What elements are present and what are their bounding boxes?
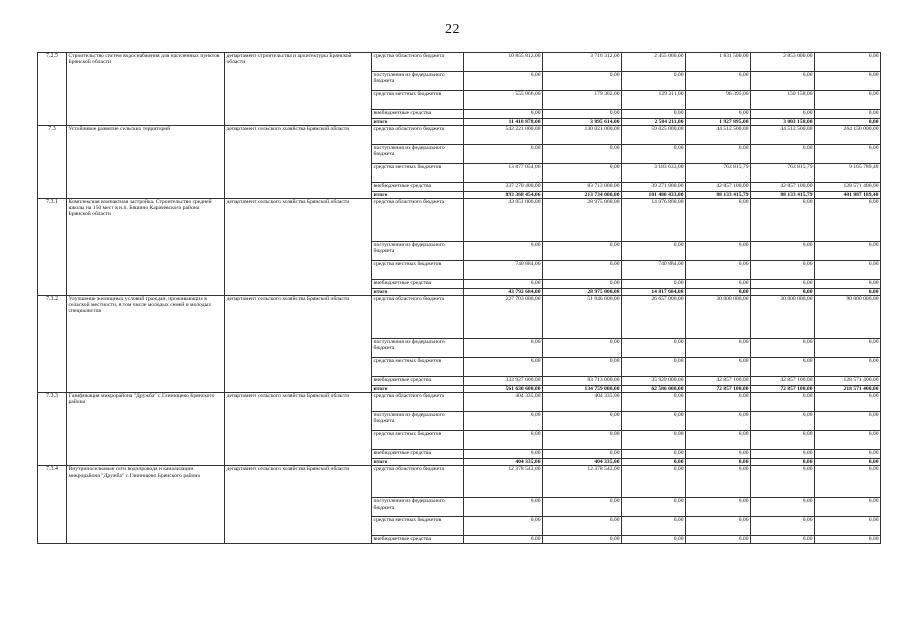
amount-cell: 128 571 400,00 <box>815 183 881 192</box>
amount-cell: 150 158,00 <box>751 91 815 110</box>
amount-cell: 0,00 <box>815 53 881 72</box>
amount-cell: 0,00 <box>543 498 622 517</box>
budget-table <box>37 52 881 544</box>
total-cell: 62 586 000,00 <box>622 386 686 393</box>
amount-cell: 0,00 <box>464 110 543 119</box>
total-cell: 72 857 100,00 <box>751 386 815 393</box>
item-name: Устойчивое развитие сельских территорий <box>67 126 225 199</box>
amount-cell: 2 455 000,00 <box>622 53 686 72</box>
amount-cell: 0,00 <box>622 145 686 164</box>
funding-source-extrabudgetary: внебюджетные средства <box>372 536 464 544</box>
amount-cell: 0,00 <box>815 110 881 119</box>
funding-source-regional-budget: средства областного бюджета <box>372 296 464 339</box>
item-department: департамент строительства и архитектуры Брянской области <box>225 53 372 126</box>
amount-cell: 0,00 <box>622 110 686 119</box>
item-code: 7.3 <box>38 126 67 199</box>
amount-cell: 0,00 <box>464 339 543 358</box>
amount-cell: 0,00 <box>815 145 881 164</box>
amount-cell: 35 929 000,00 <box>622 377 686 386</box>
amount-cell: 264 150 000,00 <box>815 126 881 145</box>
amount-cell: 0,00 <box>751 339 815 358</box>
amount-cell: 179 302,00 <box>543 91 622 110</box>
amount-cell: 2 853 000,00 <box>751 53 815 72</box>
amount-cell: 0,00 <box>686 412 751 431</box>
amount-cell: 26 657 000,00 <box>622 296 686 339</box>
item-department: департамент сельского хозяйства Брянской области <box>225 199 372 296</box>
amount-cell: 0,00 <box>751 145 815 164</box>
amount-cell: 0,00 <box>815 466 881 498</box>
page-number: 22 <box>445 22 460 37</box>
amount-cell: 0,00 <box>464 431 543 450</box>
amount-cell: 0,00 <box>622 536 686 544</box>
amount-cell: 51 046 000,00 <box>543 296 622 339</box>
item-department: департамент сельского хозяйства Брянской области <box>225 393 372 466</box>
total-cell: 401 887 189,48 <box>815 192 881 199</box>
total-cell: 0,00 <box>622 459 686 466</box>
total-cell: 14 817 684,00 <box>622 289 686 296</box>
item-code: 7.3.4 <box>38 466 67 544</box>
amount-cell: 9 165 789,48 <box>815 164 881 183</box>
item-code: 7.3.1 <box>38 199 67 296</box>
amount-cell: 0,00 <box>622 393 686 412</box>
amount-cell: 44 512 500,00 <box>751 126 815 145</box>
item-code: 7.3.2 <box>38 296 67 393</box>
amount-cell: 0,00 <box>622 412 686 431</box>
amount-cell: 0,00 <box>543 280 622 289</box>
item-name: Комплексная компактная застройка. Строительство средней школы на 150 мест в н.п. Бяшино Карачевского района Брянской области <box>67 199 225 296</box>
funding-source-federal-budget: поступления из федерального бюджета <box>372 339 464 358</box>
amount-cell: 0,00 <box>622 517 686 536</box>
total-cell: 3 003 158,00 <box>751 119 815 126</box>
amount-cell: 0,00 <box>815 72 881 91</box>
total-cell: 561 630 600,00 <box>464 386 543 393</box>
amount-cell: 0,00 <box>464 72 543 91</box>
amount-cell: 0,00 <box>751 280 815 289</box>
amount-cell: 0,00 <box>686 280 751 289</box>
amount-cell: 0,00 <box>543 72 622 91</box>
amount-cell: 0,00 <box>464 358 543 377</box>
amount-cell: 0,00 <box>543 339 622 358</box>
item-department: департамент сельского хозяйства Брянской области <box>225 296 372 393</box>
amount-cell: 0,00 <box>543 110 622 119</box>
amount-cell: 0,00 <box>686 110 751 119</box>
amount-cell: 1 831 500,00 <box>686 53 751 72</box>
funding-source-total: итого <box>372 459 464 466</box>
amount-cell: 0,00 <box>815 91 881 110</box>
amount-cell: 0,00 <box>622 72 686 91</box>
amount-cell: 59 025 000,00 <box>622 126 686 145</box>
total-cell: 218 571 400,00 <box>815 386 881 393</box>
amount-cell: 83 713 000,00 <box>543 183 622 192</box>
amount-cell: 129 211,00 <box>622 91 686 110</box>
amount-cell: 0,00 <box>622 498 686 517</box>
amount-cell: 0,00 <box>622 466 686 498</box>
amount-cell: 404 335,00 <box>464 393 543 412</box>
funding-source-federal-budget: поступления из федерального бюджета <box>372 145 464 164</box>
amount-cell: 130 021 000,00 <box>543 126 622 145</box>
amount-cell: 0,00 <box>751 242 815 261</box>
amount-cell: 0,00 <box>543 536 622 544</box>
total-cell: 0,00 <box>686 289 751 296</box>
amount-cell: 0,00 <box>686 498 751 517</box>
amount-cell: 0,00 <box>751 431 815 450</box>
total-cell: 72 857 100,00 <box>686 386 751 393</box>
amount-cell: 337 270 400,00 <box>464 183 543 192</box>
funding-source-total: итого <box>372 386 464 393</box>
total-cell: 101 480 433,00 <box>622 192 686 199</box>
amount-cell: 0,00 <box>464 412 543 431</box>
amount-cell: 42 857 100,00 <box>686 183 751 192</box>
funding-source-federal-budget: поступления из федерального бюджета <box>372 72 464 91</box>
amount-cell: 0,00 <box>751 450 815 459</box>
amount-cell: 333 927 600,00 <box>464 377 543 386</box>
amount-cell: 0,00 <box>543 517 622 536</box>
amount-cell: 0,00 <box>543 412 622 431</box>
amount-cell: 227 703 000,00 <box>464 296 543 339</box>
funding-source-regional-budget: средства областного бюджета <box>372 466 464 498</box>
amount-cell: 555 066,00 <box>464 91 543 110</box>
amount-cell: 0,00 <box>543 242 622 261</box>
amount-cell: 0,00 <box>543 261 622 280</box>
amount-cell: 0,00 <box>815 280 881 289</box>
total-cell: 404 335,00 <box>464 459 543 466</box>
amount-cell: 0,00 <box>751 466 815 498</box>
amount-cell: 14 076 800,00 <box>622 199 686 242</box>
amount-cell: 3 716 312,00 <box>543 53 622 72</box>
amount-cell: 0,00 <box>686 466 751 498</box>
amount-cell: 0,00 <box>751 199 815 242</box>
amount-cell: 0,00 <box>815 412 881 431</box>
amount-cell: 42 857 100,00 <box>686 377 751 386</box>
funding-source-regional-budget: средства областного бюджета <box>372 53 464 72</box>
amount-cell: 542 221 000,00 <box>464 126 543 145</box>
total-cell: 134 759 000,00 <box>543 386 622 393</box>
funding-source-federal-budget: поступления из федерального бюджета <box>372 498 464 517</box>
table-row <box>38 466 881 498</box>
amount-cell: 0,00 <box>751 412 815 431</box>
amount-cell: 0,00 <box>815 339 881 358</box>
amount-cell: 740 884,00 <box>464 261 543 280</box>
amount-cell: 0,00 <box>815 358 881 377</box>
amount-cell: 0,00 <box>686 261 751 280</box>
funding-source-extrabudgetary: внебюджетные средства <box>372 377 464 386</box>
funding-source-local-budget: средства местных бюджетов <box>372 164 464 183</box>
funding-source-total: итого <box>372 119 464 126</box>
amount-cell: 0,00 <box>543 450 622 459</box>
amount-cell: 39 271 800,00 <box>622 183 686 192</box>
amount-cell: 404 335,00 <box>543 393 622 412</box>
amount-cell: 30 000 000,00 <box>751 296 815 339</box>
total-cell: 2 584 211,00 <box>622 119 686 126</box>
funding-source-regional-budget: средства областного бюджета <box>372 393 464 412</box>
amount-cell: 763 815,79 <box>686 164 751 183</box>
amount-cell: 0,00 <box>815 242 881 261</box>
amount-cell: 0,00 <box>815 498 881 517</box>
amount-cell: 0,00 <box>686 339 751 358</box>
amount-cell: 3 183 633,00 <box>622 164 686 183</box>
total-cell: 0,00 <box>751 289 815 296</box>
amount-cell: 0,00 <box>815 450 881 459</box>
item-code: 7.2.5 <box>38 53 67 126</box>
total-cell: 404 335,00 <box>543 459 622 466</box>
total-cell: 0,00 <box>686 459 751 466</box>
amount-cell: 12 378 542,00 <box>464 466 543 498</box>
amount-cell: 763 815,79 <box>751 164 815 183</box>
funding-source-extrabudgetary: внебюджетные средства <box>372 450 464 459</box>
amount-cell: 0,00 <box>622 339 686 358</box>
amount-cell: 740 884,00 <box>622 261 686 280</box>
amount-cell: 0,00 <box>751 72 815 91</box>
amount-cell: 0,00 <box>543 358 622 377</box>
amount-cell: 13 877 054,06 <box>464 164 543 183</box>
amount-cell: 0,00 <box>815 393 881 412</box>
amount-cell: 0,00 <box>751 536 815 544</box>
funding-source-local-budget: средства местных бюджетов <box>372 517 464 536</box>
item-department: департамент сельского хозяйства Брянской области <box>225 126 372 199</box>
amount-cell: 0,00 <box>686 450 751 459</box>
amount-cell: 83 713 000,00 <box>543 377 622 386</box>
funding-source-local-budget: средства местных бюджетов <box>372 261 464 280</box>
amount-cell: 90 000 000,00 <box>815 296 881 339</box>
amount-cell: 0,00 <box>464 450 543 459</box>
item-name: Строительство систем водоснабжения для населенных пунктов Брянской области <box>67 53 225 126</box>
amount-cell: 0,00 <box>464 145 543 164</box>
amount-cell: 0,00 <box>464 536 543 544</box>
table-row <box>38 53 881 72</box>
table-row <box>38 296 881 339</box>
funding-source-local-budget: средства местных бюджетов <box>372 358 464 377</box>
amount-cell: 0,00 <box>686 393 751 412</box>
amount-cell: 0,00 <box>815 199 881 242</box>
amount-cell: 0,00 <box>815 431 881 450</box>
amount-cell: 0,00 <box>622 431 686 450</box>
item-name: Улучшение жилищных условий граждан, проживающих в сельской местности, в том числе молодых семей и молодых специалистов <box>67 296 225 393</box>
total-cell: 3 895 614,00 <box>543 119 622 126</box>
total-cell: 213 734 000,00 <box>543 192 622 199</box>
amount-cell: 0,00 <box>751 261 815 280</box>
total-cell: 0,00 <box>815 459 881 466</box>
amount-cell: 44 512 500,00 <box>686 126 751 145</box>
total-cell: 1 927 895,00 <box>686 119 751 126</box>
total-cell: 0,00 <box>815 289 881 296</box>
table-row <box>38 393 881 412</box>
amount-cell: 42 857 100,00 <box>751 377 815 386</box>
amount-cell: 10 855 812,00 <box>464 53 543 72</box>
item-name: Газификация микрорайона "Дружба" с.Глинищево Брянского района <box>67 393 225 466</box>
amount-cell: 0,00 <box>686 431 751 450</box>
total-cell: 88 133 415,79 <box>686 192 751 199</box>
amount-cell: 0,00 <box>543 431 622 450</box>
amount-cell: 43 051 800,00 <box>464 199 543 242</box>
amount-cell: 0,00 <box>543 145 622 164</box>
amount-cell: 0,00 <box>464 280 543 289</box>
amount-cell: 0,00 <box>751 358 815 377</box>
amount-cell: 0,00 <box>751 517 815 536</box>
funding-source-extrabudgetary: внебюджетные средства <box>372 280 464 289</box>
amount-cell: 0,00 <box>622 242 686 261</box>
amount-cell: 42 857 100,00 <box>751 183 815 192</box>
amount-cell: 0,00 <box>686 72 751 91</box>
amount-cell: 0,00 <box>464 498 543 517</box>
amount-cell: 28 975 000,00 <box>543 199 622 242</box>
funding-source-local-budget: средства местных бюджетов <box>372 91 464 110</box>
amount-cell: 96 395,00 <box>686 91 751 110</box>
funding-source-federal-budget: поступления из федерального бюджета <box>372 412 464 431</box>
item-name: Внутрипоселковые сети водопровода и канализации микрорайона "Дружба" с.Глинищево Брянского района <box>67 466 225 544</box>
total-cell: 893 368 454,06 <box>464 192 543 199</box>
amount-cell: 0,00 <box>543 164 622 183</box>
amount-cell: 30 000 000,00 <box>686 296 751 339</box>
amount-cell: 0,00 <box>815 261 881 280</box>
amount-cell: 12 378 542,00 <box>543 466 622 498</box>
amount-cell: 0,00 <box>622 450 686 459</box>
total-cell: 11 410 878,00 <box>464 119 543 126</box>
amount-cell: 128 571 400,00 <box>815 377 881 386</box>
funding-source-local-budget: средства местных бюджетов <box>372 431 464 450</box>
funding-source-regional-budget: средства областного бюджета <box>372 199 464 242</box>
amount-cell: 0,00 <box>686 242 751 261</box>
amount-cell: 0,00 <box>815 536 881 544</box>
amount-cell: 0,00 <box>686 199 751 242</box>
amount-cell: 0,00 <box>464 517 543 536</box>
amount-cell: 0,00 <box>686 517 751 536</box>
amount-cell: 0,00 <box>815 517 881 536</box>
total-cell: 0,00 <box>815 119 881 126</box>
amount-cell: 0,00 <box>686 358 751 377</box>
funding-source-extrabudgetary: внебюджетные средства <box>372 183 464 192</box>
funding-source-regional-budget: средства областного бюджета <box>372 126 464 145</box>
total-cell: 0,00 <box>751 459 815 466</box>
table-row <box>38 126 881 145</box>
amount-cell: 0,00 <box>464 242 543 261</box>
item-code: 7.3.3 <box>38 393 67 466</box>
amount-cell: 0,00 <box>751 498 815 517</box>
item-department: департамент сельского хозяйства Брянской области <box>225 466 372 544</box>
funding-source-total: итого <box>372 192 464 199</box>
amount-cell: 0,00 <box>751 110 815 119</box>
total-cell: 43 792 684,00 <box>464 289 543 296</box>
funding-source-total: итого <box>372 289 464 296</box>
amount-cell: 0,00 <box>686 536 751 544</box>
amount-cell: 0,00 <box>622 280 686 289</box>
total-cell: 28 975 000,00 <box>543 289 622 296</box>
table-row <box>38 199 881 242</box>
funding-source-extrabudgetary: внебюджетные средства <box>372 110 464 119</box>
funding-source-federal-budget: поступления из федерального бюджета <box>372 242 464 261</box>
amount-cell: 0,00 <box>686 145 751 164</box>
amount-cell: 0,00 <box>751 393 815 412</box>
total-cell: 88 133 415,79 <box>751 192 815 199</box>
amount-cell: 0,00 <box>622 358 686 377</box>
